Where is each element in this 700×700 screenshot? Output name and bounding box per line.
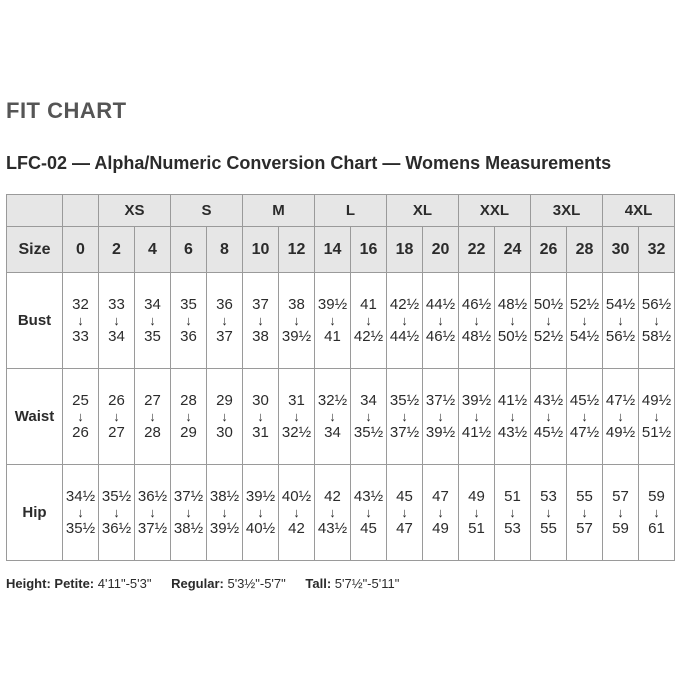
down-arrow-icon: ↓ xyxy=(437,505,444,520)
measurement-to: 52½ xyxy=(533,328,564,345)
measurement-from: 52½ xyxy=(569,296,600,313)
measurement-cell xyxy=(99,273,135,369)
numeric-size-cell: 20 xyxy=(423,227,459,273)
down-arrow-icon: ↓ xyxy=(653,505,660,520)
measurement-from: 56½ xyxy=(641,296,672,313)
measurement-to: 37 xyxy=(216,328,233,345)
measurement-to: 34 xyxy=(324,424,341,441)
measurement-to: 47 xyxy=(396,520,413,537)
numeric-size-cell: 18 xyxy=(387,227,423,273)
measurement-cell xyxy=(315,369,351,465)
measurement-from: 35½ xyxy=(101,488,132,505)
down-arrow-icon: ↓ xyxy=(365,505,372,520)
down-arrow-icon: ↓ xyxy=(185,409,192,424)
measurement-label: Hip xyxy=(7,465,63,561)
measurement-to: 42½ xyxy=(353,328,384,345)
alpha-size-cell: 4XL xyxy=(603,195,675,227)
measurement-from: 53 xyxy=(540,488,557,505)
measurement-cell xyxy=(171,465,207,561)
down-arrow-icon: ↓ xyxy=(77,505,84,520)
measurement-to: 32½ xyxy=(281,424,312,441)
measurement-to: 38½ xyxy=(173,520,204,537)
measurement-to: 33 xyxy=(72,328,89,345)
measurement-to: 42 xyxy=(288,520,305,537)
measurement-from: 32½ xyxy=(317,392,348,409)
down-arrow-icon: ↓ xyxy=(473,505,480,520)
measurement-to: 38 xyxy=(252,328,269,345)
measurement-to: 26 xyxy=(72,424,89,441)
measurement-to: 50½ xyxy=(497,328,528,345)
measurement-cell xyxy=(423,369,459,465)
measurement-to: 55 xyxy=(540,520,557,537)
measurement-to: 41½ xyxy=(461,424,492,441)
down-arrow-icon: ↓ xyxy=(473,409,480,424)
measurement-cell xyxy=(351,465,387,561)
down-arrow-icon: ↓ xyxy=(509,409,516,424)
down-arrow-icon: ↓ xyxy=(329,313,336,328)
measurement-from: 42½ xyxy=(389,296,420,313)
measurement-to: 28 xyxy=(144,424,161,441)
measurement-cell xyxy=(63,273,99,369)
numeric-size-cell: 10 xyxy=(243,227,279,273)
measurement-cell xyxy=(603,369,639,465)
measurement-cell xyxy=(495,273,531,369)
numeric-size-cell: 24 xyxy=(495,227,531,273)
down-arrow-icon: ↓ xyxy=(293,409,300,424)
measurement-cell xyxy=(567,273,603,369)
numeric-size-cell: 22 xyxy=(459,227,495,273)
down-arrow-icon: ↓ xyxy=(113,409,120,424)
height-intro: Height: xyxy=(6,576,51,591)
down-arrow-icon: ↓ xyxy=(545,313,552,328)
down-arrow-icon: ↓ xyxy=(437,313,444,328)
petite-label: Petite: xyxy=(54,576,95,591)
measurement-from: 38½ xyxy=(209,488,240,505)
down-arrow-icon: ↓ xyxy=(149,409,156,424)
measurement-from: 32 xyxy=(72,296,89,313)
measurement-from: 43½ xyxy=(533,392,564,409)
down-arrow-icon: ↓ xyxy=(653,313,660,328)
measurement-to: 37½ xyxy=(389,424,420,441)
measurement-cell xyxy=(207,273,243,369)
measurement-to: 59 xyxy=(612,520,629,537)
measurement-from: 49½ xyxy=(641,392,672,409)
measurement-label: Bust xyxy=(7,273,63,369)
measurement-from: 44½ xyxy=(425,296,456,313)
down-arrow-icon: ↓ xyxy=(221,409,228,424)
measurement-from: 27 xyxy=(144,392,161,409)
down-arrow-icon: ↓ xyxy=(257,409,264,424)
measurement-from: 26 xyxy=(108,392,125,409)
down-arrow-icon: ↓ xyxy=(617,505,624,520)
measurement-from: 34 xyxy=(144,296,161,313)
down-arrow-icon: ↓ xyxy=(149,313,156,328)
measurement-from: 30 xyxy=(252,392,269,409)
measurement-to: 40½ xyxy=(245,520,276,537)
down-arrow-icon: ↓ xyxy=(185,505,192,520)
measurement-from: 37½ xyxy=(425,392,456,409)
down-arrow-icon: ↓ xyxy=(581,409,588,424)
numeric-size-cell: 4 xyxy=(135,227,171,273)
measurement-cell xyxy=(315,273,351,369)
measurement-to: 36 xyxy=(180,328,197,345)
tall-label: Tall: xyxy=(305,576,332,591)
measurement-cell xyxy=(351,369,387,465)
measurement-cell xyxy=(387,369,423,465)
height-note xyxy=(6,576,399,591)
measurement-from: 47½ xyxy=(605,392,636,409)
numeric-size-cell: 16 xyxy=(351,227,387,273)
petite-value: 4'11"-5'3" xyxy=(97,576,152,591)
numeric-size-cell: 28 xyxy=(567,227,603,273)
measurement-from: 37 xyxy=(252,296,269,313)
measurement-cell xyxy=(639,465,675,561)
measurement-cell xyxy=(243,369,279,465)
measurement-from: 49 xyxy=(468,488,485,505)
measurement-from: 45 xyxy=(396,488,413,505)
measurement-to: 51½ xyxy=(641,424,672,441)
measurement-to: 47½ xyxy=(569,424,600,441)
measurement-to: 58½ xyxy=(641,328,672,345)
down-arrow-icon: ↓ xyxy=(257,313,264,328)
alpha-size-row xyxy=(7,195,675,227)
measurement-from: 34½ xyxy=(65,488,96,505)
down-arrow-icon: ↓ xyxy=(437,409,444,424)
measurement-to: 57 xyxy=(576,520,593,537)
fit-title: FIT CHART xyxy=(6,98,127,123)
blank-corner-cell xyxy=(7,195,63,227)
numeric-size-cell: 6 xyxy=(171,227,207,273)
measurement-row-bust xyxy=(7,273,675,369)
measurement-to: 36½ xyxy=(101,520,132,537)
measurement-cell xyxy=(243,273,279,369)
numeric-size-cell: 12 xyxy=(279,227,315,273)
measurement-cell xyxy=(531,273,567,369)
down-arrow-icon: ↓ xyxy=(77,409,84,424)
numeric-size-cell: 26 xyxy=(531,227,567,273)
numeric-size-cell: 8 xyxy=(207,227,243,273)
down-arrow-icon: ↓ xyxy=(509,313,516,328)
measurement-from: 25 xyxy=(72,392,89,409)
measurement-cell xyxy=(567,369,603,465)
measurement-to: 35½ xyxy=(353,424,384,441)
measurement-to: 49 xyxy=(432,520,449,537)
measurement-from: 43½ xyxy=(353,488,384,505)
measurement-to: 27 xyxy=(108,424,125,441)
down-arrow-icon: ↓ xyxy=(617,409,624,424)
measurement-to: 30 xyxy=(216,424,233,441)
measurement-row-waist xyxy=(7,369,675,465)
measurement-cell xyxy=(423,273,459,369)
measurement-cell xyxy=(567,465,603,561)
measurement-to: 54½ xyxy=(569,328,600,345)
down-arrow-icon: ↓ xyxy=(221,505,228,520)
measurement-to: 43½ xyxy=(317,520,348,537)
measurement-to: 44½ xyxy=(389,328,420,345)
regular-label: Regular: xyxy=(171,576,224,591)
measurement-to: 45½ xyxy=(533,424,564,441)
down-arrow-icon: ↓ xyxy=(221,313,228,328)
numeric-size-cell: 32 xyxy=(639,227,675,273)
measurement-cell xyxy=(423,465,459,561)
size-conversion-table xyxy=(6,194,675,561)
measurement-cell xyxy=(279,273,315,369)
measurement-to: 35 xyxy=(144,328,161,345)
down-arrow-icon: ↓ xyxy=(113,313,120,328)
measurement-cell xyxy=(279,369,315,465)
alpha-size-cell: 3XL xyxy=(531,195,603,227)
measurement-from: 41½ xyxy=(497,392,528,409)
measurement-cell xyxy=(207,465,243,561)
measurement-from: 29 xyxy=(216,392,233,409)
measurement-cell xyxy=(387,465,423,561)
measurement-from: 31 xyxy=(288,392,305,409)
measurement-to: 31 xyxy=(252,424,269,441)
tall-value: 5'7½"-5'11" xyxy=(334,576,400,591)
numeric-size-row xyxy=(7,227,675,273)
measurement-cell xyxy=(387,273,423,369)
measurement-cell xyxy=(99,465,135,561)
measurement-from: 55 xyxy=(576,488,593,505)
alpha-size-cell: XXL xyxy=(459,195,531,227)
measurement-cell xyxy=(63,465,99,561)
measurement-cell xyxy=(639,273,675,369)
measurement-to: 46½ xyxy=(425,328,456,345)
measurement-from: 33 xyxy=(108,296,125,313)
measurement-cell xyxy=(135,273,171,369)
measurement-cell xyxy=(279,465,315,561)
measurement-from: 35 xyxy=(180,296,197,313)
alpha-size-cell: M xyxy=(243,195,315,227)
measurement-from: 46½ xyxy=(461,296,492,313)
measurement-from: 50½ xyxy=(533,296,564,313)
down-arrow-icon: ↓ xyxy=(653,409,660,424)
measurement-to: 39½ xyxy=(281,328,312,345)
down-arrow-icon: ↓ xyxy=(473,313,480,328)
measurement-to: 61 xyxy=(648,520,665,537)
measurement-to: 48½ xyxy=(461,328,492,345)
regular-value: 5'3½"-5'7" xyxy=(227,576,286,591)
measurement-label: Waist xyxy=(7,369,63,465)
measurement-from: 47 xyxy=(432,488,449,505)
down-arrow-icon: ↓ xyxy=(365,313,372,328)
measurement-cell xyxy=(315,465,351,561)
measurement-to: 41 xyxy=(324,328,341,345)
down-arrow-icon: ↓ xyxy=(77,313,84,328)
alpha-size-cell: L xyxy=(315,195,387,227)
measurement-cell xyxy=(531,465,567,561)
measurement-row-hip xyxy=(7,465,675,561)
measurement-cell xyxy=(171,369,207,465)
down-arrow-icon: ↓ xyxy=(545,409,552,424)
measurement-to: 39½ xyxy=(209,520,240,537)
down-arrow-icon: ↓ xyxy=(329,409,336,424)
measurement-to: 34 xyxy=(108,328,125,345)
measurement-cell xyxy=(495,369,531,465)
measurement-cell xyxy=(639,369,675,465)
measurement-to: 49½ xyxy=(605,424,636,441)
down-arrow-icon: ↓ xyxy=(329,505,336,520)
measurement-from: 41 xyxy=(360,296,377,313)
measurement-from: 54½ xyxy=(605,296,636,313)
alpha-size-cell: XL xyxy=(387,195,459,227)
down-arrow-icon: ↓ xyxy=(293,313,300,328)
measurement-cell xyxy=(459,273,495,369)
measurement-to: 53 xyxy=(504,520,521,537)
measurement-from: 48½ xyxy=(497,296,528,313)
chart-subtitle: LFC-02 — Alpha/Numeric Conversion Chart — Womens Measurements xyxy=(6,153,612,173)
numeric-size-cell: 2 xyxy=(99,227,135,273)
measurement-from: 39½ xyxy=(317,296,348,313)
alpha-size-cell: S xyxy=(171,195,243,227)
measurement-to: 43½ xyxy=(497,424,528,441)
measurement-cell xyxy=(135,369,171,465)
measurement-cell xyxy=(243,465,279,561)
measurement-from: 40½ xyxy=(281,488,312,505)
measurement-to: 39½ xyxy=(425,424,456,441)
numeric-size-cell: 30 xyxy=(603,227,639,273)
measurement-from: 38 xyxy=(288,296,305,313)
blank-alpha-cell xyxy=(63,195,99,227)
numeric-size-cell: 0 xyxy=(63,227,99,273)
measurement-to: 51 xyxy=(468,520,485,537)
measurement-cell xyxy=(99,369,135,465)
down-arrow-icon: ↓ xyxy=(113,505,120,520)
measurement-cell xyxy=(531,369,567,465)
down-arrow-icon: ↓ xyxy=(581,505,588,520)
measurement-from: 57 xyxy=(612,488,629,505)
measurement-from: 37½ xyxy=(173,488,204,505)
measurement-from: 36½ xyxy=(137,488,168,505)
down-arrow-icon: ↓ xyxy=(401,409,408,424)
down-arrow-icon: ↓ xyxy=(149,505,156,520)
measurement-from: 59 xyxy=(648,488,665,505)
measurement-cell xyxy=(459,369,495,465)
down-arrow-icon: ↓ xyxy=(617,313,624,328)
measurement-to: 35½ xyxy=(65,520,96,537)
down-arrow-icon: ↓ xyxy=(365,409,372,424)
size-row-label: Size xyxy=(7,227,63,273)
measurement-from: 35½ xyxy=(389,392,420,409)
down-arrow-icon: ↓ xyxy=(545,505,552,520)
measurement-cell xyxy=(351,273,387,369)
measurement-cell xyxy=(603,465,639,561)
measurement-to: 45 xyxy=(360,520,377,537)
measurement-from: 42 xyxy=(324,488,341,505)
measurement-cell xyxy=(135,465,171,561)
down-arrow-icon: ↓ xyxy=(293,505,300,520)
measurement-cell xyxy=(459,465,495,561)
measurement-from: 39½ xyxy=(461,392,492,409)
down-arrow-icon: ↓ xyxy=(401,313,408,328)
measurement-to: 37½ xyxy=(137,520,168,537)
numeric-size-cell: 14 xyxy=(315,227,351,273)
measurement-from: 51 xyxy=(504,488,521,505)
measurement-cell xyxy=(63,369,99,465)
measurement-cell xyxy=(495,465,531,561)
measurement-from: 34 xyxy=(360,392,377,409)
measurement-from: 45½ xyxy=(569,392,600,409)
down-arrow-icon: ↓ xyxy=(257,505,264,520)
measurement-from: 39½ xyxy=(245,488,276,505)
measurement-cell xyxy=(207,369,243,465)
alpha-size-cell: XS xyxy=(99,195,171,227)
measurement-to: 56½ xyxy=(605,328,636,345)
down-arrow-icon: ↓ xyxy=(401,505,408,520)
down-arrow-icon: ↓ xyxy=(185,313,192,328)
measurement-from: 36 xyxy=(216,296,233,313)
down-arrow-icon: ↓ xyxy=(509,505,516,520)
measurement-cell xyxy=(171,273,207,369)
measurement-from: 28 xyxy=(180,392,197,409)
down-arrow-icon: ↓ xyxy=(581,313,588,328)
measurement-cell xyxy=(603,273,639,369)
measurement-to: 29 xyxy=(180,424,197,441)
